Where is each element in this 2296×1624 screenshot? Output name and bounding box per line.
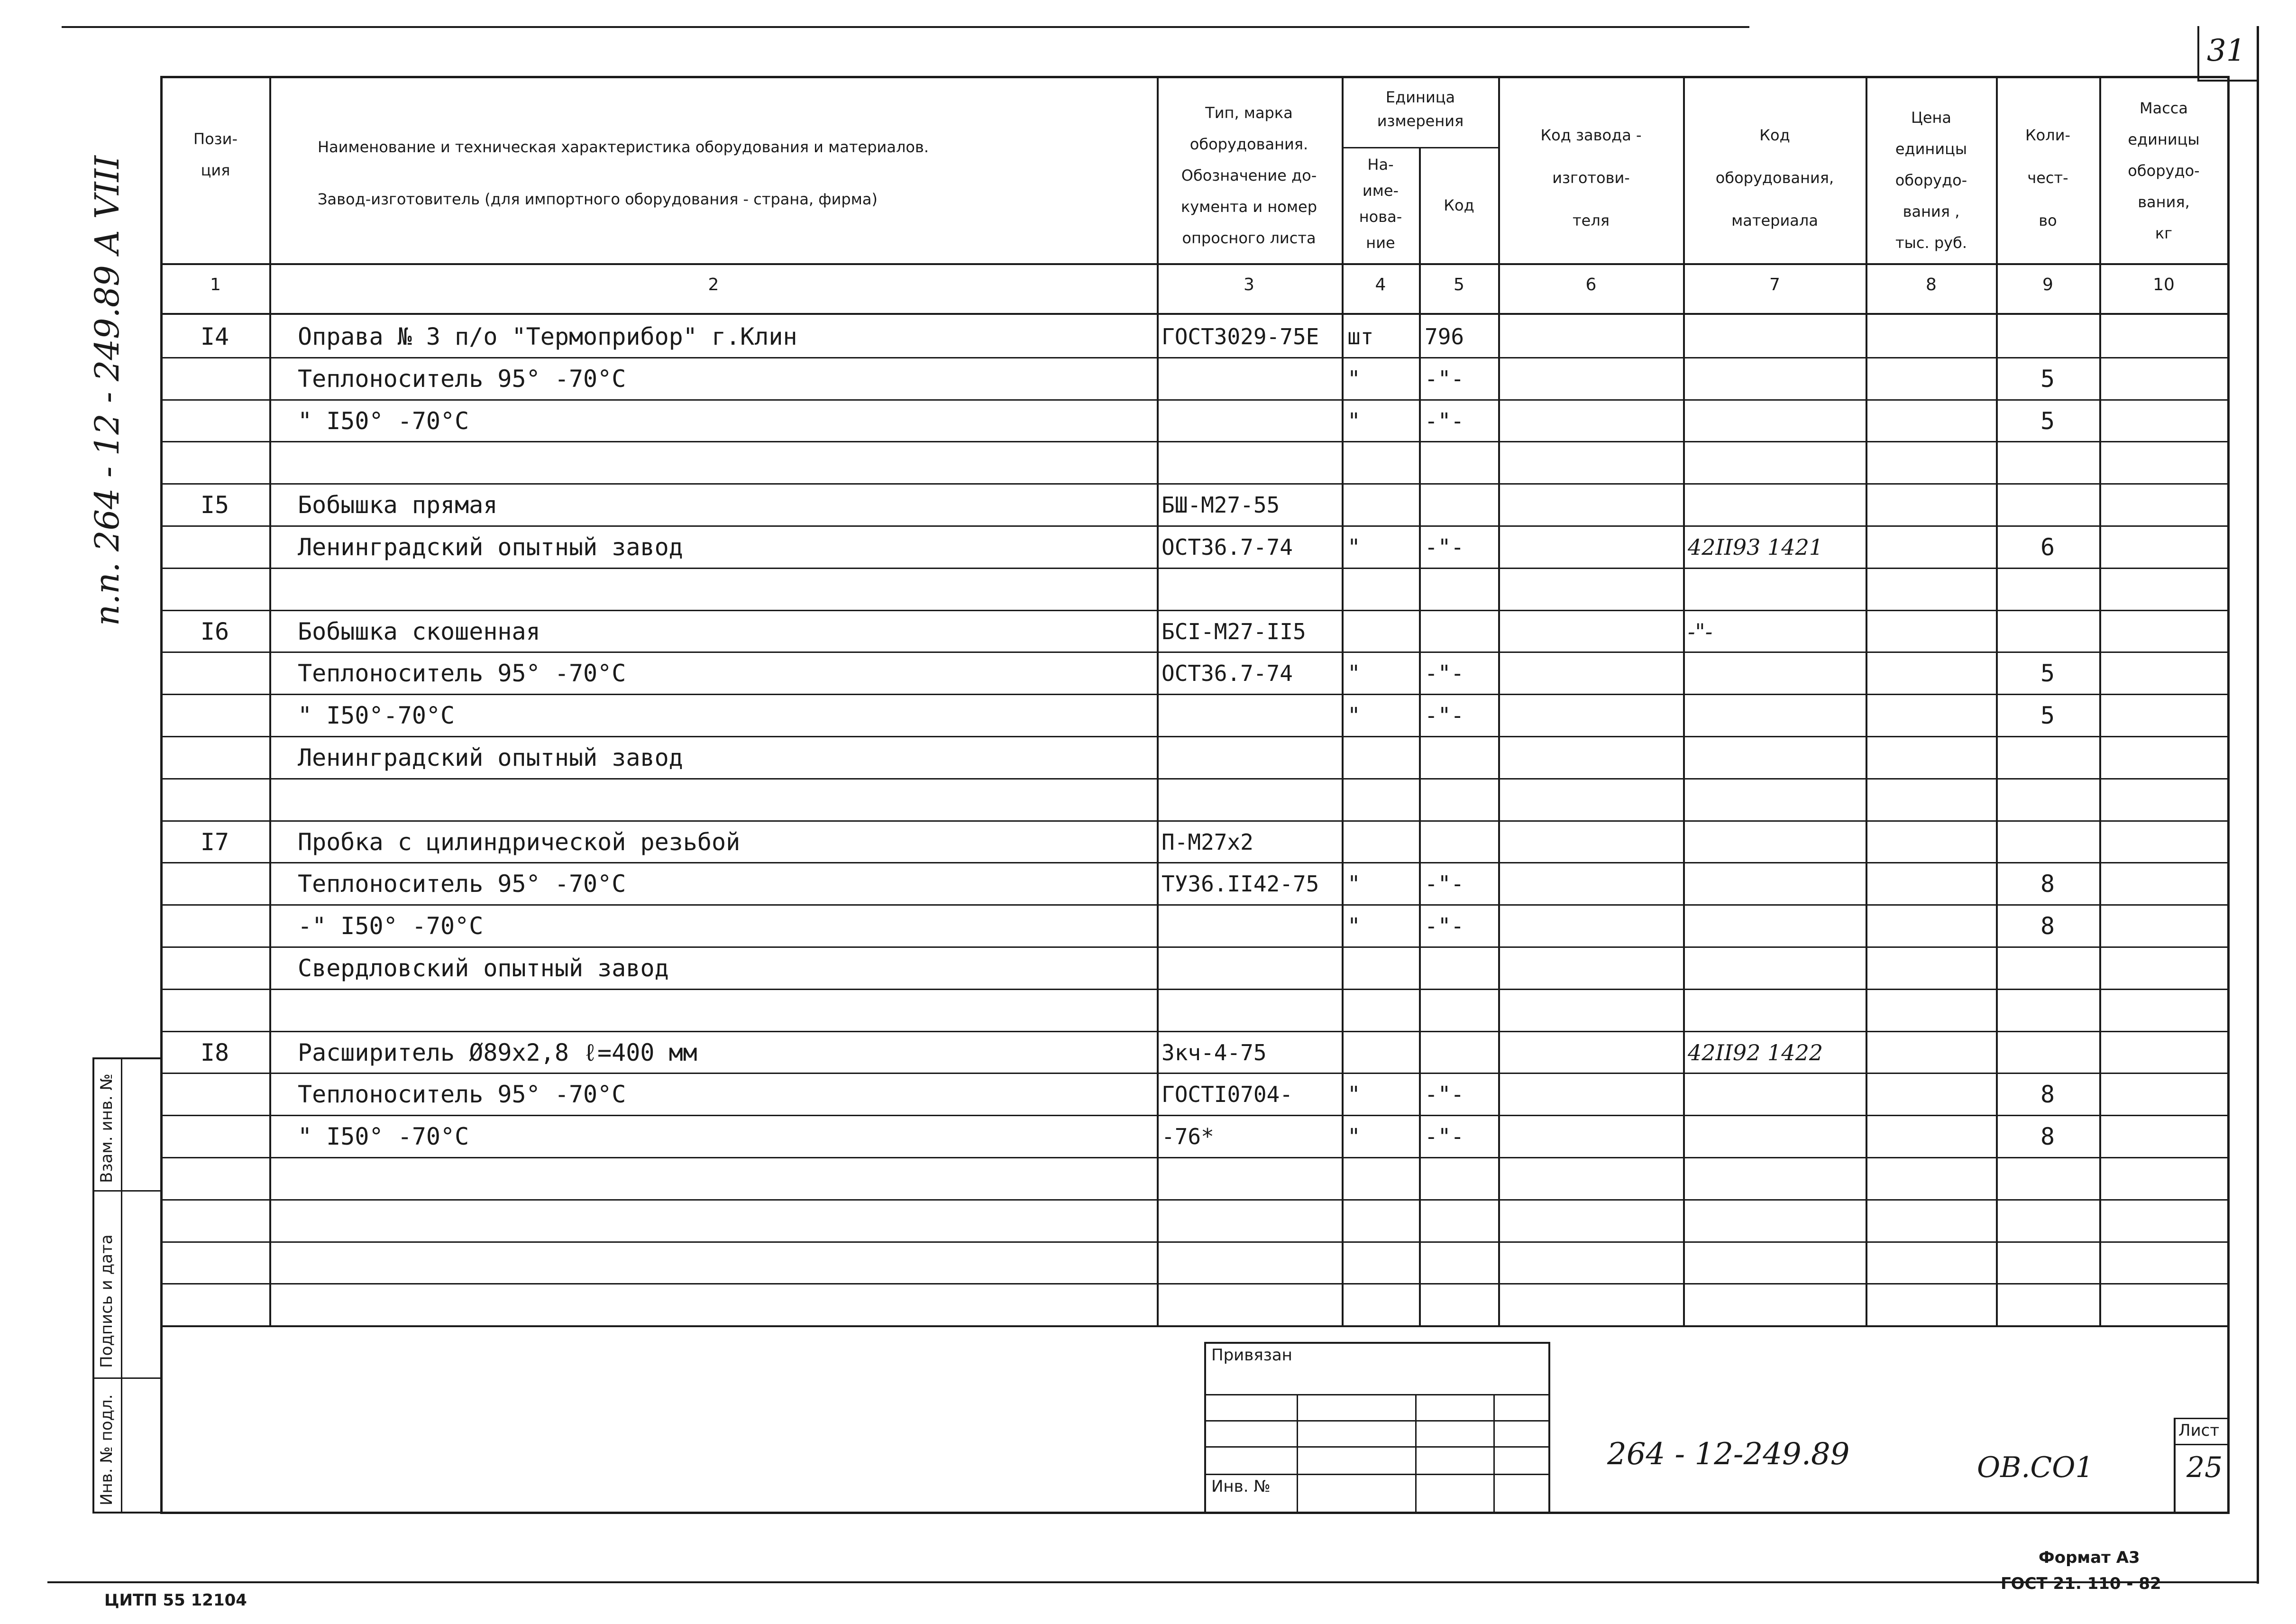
row-rule bbox=[160, 1283, 2230, 1285]
cell-name: Теплоноситель 95° -70°С bbox=[298, 660, 626, 687]
cell-type: ГОСТI0704- bbox=[1162, 1082, 1293, 1107]
cell-code: -"- bbox=[1425, 661, 1464, 686]
stamp-strip-left bbox=[92, 1057, 94, 1513]
column-divider bbox=[269, 76, 271, 1327]
cell-code: -"- bbox=[1425, 703, 1464, 728]
cell-name: Теплоноситель 95° -70°С bbox=[298, 365, 626, 393]
cell-unit: " bbox=[1347, 408, 1361, 434]
row-rule bbox=[160, 1157, 2230, 1158]
row-rule bbox=[160, 862, 2230, 863]
row-rule bbox=[160, 357, 2230, 358]
title-block-col-2 bbox=[1415, 1394, 1417, 1513]
cell-unit: " bbox=[1347, 661, 1361, 686]
title-block-top bbox=[1204, 1342, 1550, 1344]
row-rule bbox=[160, 1031, 2230, 1032]
side-document-code: п.п. 264 - 12 - 249.89 А VIII bbox=[88, 156, 127, 626]
title-block-right bbox=[1548, 1342, 1550, 1513]
table-body-bottom-rule bbox=[160, 1325, 2230, 1327]
cell-unit: " bbox=[1347, 913, 1361, 939]
col-number-8: 8 bbox=[1926, 275, 1937, 294]
column-divider bbox=[1866, 76, 1867, 1327]
cell-type: ТУ36.II42-75 bbox=[1162, 871, 1319, 897]
cell-name: Расширитель Ø89х2,8 ℓ=400 мм bbox=[298, 1039, 697, 1066]
cell-name: " I50° -70°С bbox=[298, 407, 469, 435]
col-number-7: 7 bbox=[1769, 275, 1780, 294]
cell-type: БШ-М27-55 bbox=[1162, 492, 1280, 518]
list-box-left bbox=[2174, 1418, 2176, 1513]
cell-name: Пробка с цилиндрической резьбой bbox=[298, 828, 741, 856]
cell-name: " I50° -70°С bbox=[298, 1123, 469, 1150]
cell-code: 796 bbox=[1425, 324, 1464, 349]
row-rule bbox=[160, 483, 2230, 485]
row-rule bbox=[160, 820, 2230, 822]
cell-qty: 5 bbox=[2040, 702, 2055, 729]
cell-name: Бобышка скошенная bbox=[298, 618, 540, 645]
row-rule bbox=[160, 610, 2230, 611]
cell-code: -"- bbox=[1425, 408, 1464, 434]
cell-unit: шт bbox=[1347, 324, 1374, 349]
header-position: Пози- ция bbox=[193, 130, 238, 179]
col-number-3: 3 bbox=[1244, 275, 1254, 294]
cell-qty: 8 bbox=[2040, 1081, 2055, 1108]
header-unit: Единица измерения bbox=[1377, 88, 1464, 130]
column-divider bbox=[1498, 76, 1500, 1327]
cell-qty: 5 bbox=[2040, 365, 2055, 393]
cell-type: ГОСТ3029-75Е bbox=[1162, 324, 1319, 349]
privyazan-label: Привязан bbox=[1211, 1346, 1292, 1365]
cell-qty: 8 bbox=[2040, 912, 2055, 940]
title-block-rule-3 bbox=[1204, 1446, 1550, 1448]
header-quantity: Коли- чест- во bbox=[2025, 126, 2071, 229]
list-label: Лист bbox=[2178, 1421, 2220, 1440]
table-border-top bbox=[160, 76, 2227, 78]
stamp-strip-bottom bbox=[92, 1512, 161, 1514]
cell-code: -"- bbox=[1425, 913, 1464, 939]
header-unit-name: На- име- нова- ние bbox=[1359, 156, 1402, 252]
stamp-sep-1 bbox=[92, 1190, 161, 1192]
cell-equip: -"- bbox=[1688, 619, 1713, 644]
inv-no-label: Инв. № bbox=[1211, 1477, 1271, 1496]
title-block-rule-4 bbox=[1204, 1474, 1550, 1475]
row-rule bbox=[160, 1073, 2230, 1074]
cell-name: -" I50° -70°С bbox=[298, 912, 484, 940]
col-number-10: 10 bbox=[2153, 275, 2175, 294]
sheet-corner-number: 31 bbox=[2207, 33, 2246, 68]
row-rule bbox=[160, 736, 2230, 737]
cell-unit: " bbox=[1347, 1082, 1361, 1107]
header-mass: Масса единицы оборудо- вания, кг bbox=[2128, 99, 2200, 242]
row-rule bbox=[160, 946, 2230, 948]
cell-name: Теплоноситель 95° -70°С bbox=[298, 870, 626, 898]
header-price: Цена единицы оборудо- вания , тыс. руб. bbox=[1895, 109, 1967, 252]
stamp-sep-2 bbox=[92, 1377, 161, 1379]
format-label: Формат А3 bbox=[2039, 1548, 2140, 1567]
header-equipment-code: Код оборудования, материала bbox=[1715, 126, 1834, 229]
list-box-rule bbox=[2174, 1444, 2230, 1445]
list-box-top bbox=[2174, 1418, 2230, 1419]
cell-name: Бобышка прямая bbox=[298, 491, 498, 519]
cell-unit: " bbox=[1347, 871, 1361, 897]
cell-name: Теплоноситель 95° -70°С bbox=[298, 1081, 626, 1108]
col-number-4: 4 bbox=[1375, 275, 1386, 294]
row-rule bbox=[160, 651, 2230, 653]
header-unit-code: Код bbox=[1444, 196, 1474, 214]
row-rule bbox=[160, 441, 2230, 442]
cell-qty: 8 bbox=[2040, 1123, 2055, 1150]
header-name: Наименование и техническая характеристика оборудования и материалов. Завод-изготовитель (для импортного оборудования - страна, фирма) bbox=[318, 138, 929, 208]
cell-pos: I4 bbox=[200, 323, 229, 350]
column-divider bbox=[1157, 76, 1159, 1327]
cell-type: БСI-М27-II5 bbox=[1162, 619, 1306, 644]
stamp-inv-podl-label: Инв. № подл. bbox=[97, 1394, 116, 1505]
stamp-strip-top bbox=[92, 1057, 161, 1059]
title-block-col-3 bbox=[1493, 1394, 1495, 1513]
cell-unit: " bbox=[1347, 366, 1361, 392]
cell-unit: " bbox=[1347, 1124, 1361, 1149]
cell-unit: " bbox=[1347, 534, 1361, 560]
cell-pos: I5 bbox=[200, 491, 229, 519]
col-number-2: 2 bbox=[708, 275, 719, 294]
cell-code: -"- bbox=[1425, 1082, 1464, 1107]
row-rule bbox=[160, 989, 2230, 990]
row-rule bbox=[160, 778, 2230, 780]
corner-box-left bbox=[2197, 26, 2199, 81]
title-block-rule-1 bbox=[1204, 1394, 1550, 1395]
document-suffix: ОВ.СО1 bbox=[1977, 1451, 2094, 1484]
header-type: Тип, марка оборудования. Обозначение до- кумента и номер опросного листа bbox=[1180, 104, 1317, 247]
title-block-rule-2 bbox=[1204, 1420, 1550, 1422]
bottom-rule bbox=[47, 1581, 2259, 1583]
document-code: 264 - 12-249.89 bbox=[1607, 1437, 1850, 1472]
row-rule bbox=[160, 1199, 2230, 1201]
cell-name: " I50°-70°С bbox=[298, 702, 455, 729]
col-number-9: 9 bbox=[2042, 275, 2053, 294]
row-rule bbox=[160, 525, 2230, 527]
title-block-col-1 bbox=[1297, 1394, 1298, 1513]
cell-qty: 8 bbox=[2040, 870, 2055, 898]
cell-qty: 6 bbox=[2040, 533, 2055, 561]
column-divider bbox=[1342, 76, 1344, 1327]
header-factory-code: Код завода - изготови- теля bbox=[1540, 126, 1642, 229]
cell-pos: I8 bbox=[200, 1039, 229, 1066]
cell-type: ОСТ36.7-74 bbox=[1162, 534, 1293, 560]
table-border-right bbox=[2227, 76, 2230, 1513]
stamp-vzam-label: Взам. инв. № bbox=[97, 1073, 116, 1183]
cell-pos: I6 bbox=[200, 618, 229, 645]
top-rule bbox=[62, 26, 1749, 28]
cell-name: Свердловский опытный завод bbox=[298, 954, 669, 982]
stamp-strip-mid bbox=[121, 1057, 122, 1513]
row-rule bbox=[160, 1115, 2230, 1116]
header-bottom-rule bbox=[160, 263, 2230, 265]
table-border-bottom bbox=[160, 1512, 2230, 1514]
cell-unit: " bbox=[1347, 703, 1361, 728]
cell-name: Оправа № 3 п/о "Термоприбор" г.Клин bbox=[298, 323, 797, 350]
gost-label: ГОСТ 21. 110 - 82 bbox=[2001, 1574, 2161, 1593]
cell-code: -"- bbox=[1425, 1124, 1464, 1149]
column-divider bbox=[1683, 76, 1685, 1327]
cell-type: Зкч-4-75 bbox=[1162, 1040, 1267, 1065]
cell-type: -76* bbox=[1162, 1124, 1214, 1149]
cell-code: -"- bbox=[1425, 366, 1464, 392]
column-divider bbox=[2099, 76, 2101, 1327]
col-number-6: 6 bbox=[1585, 275, 1597, 294]
cell-code: -"- bbox=[1425, 871, 1464, 897]
cell-pos: I7 bbox=[200, 828, 229, 856]
cell-equip: 42II93 1421 bbox=[1688, 534, 1823, 560]
cell-qty: 5 bbox=[2040, 407, 2055, 435]
cell-code: -"- bbox=[1425, 534, 1464, 560]
row-rule bbox=[160, 399, 2230, 401]
cell-type: ОСТ36.7-74 bbox=[1162, 661, 1293, 686]
cell-type: П-М27х2 bbox=[1162, 829, 1253, 855]
colnum-bottom-rule bbox=[160, 313, 2230, 315]
row-rule bbox=[160, 694, 2230, 695]
col-number-5: 5 bbox=[1454, 275, 1464, 294]
title-block-left bbox=[1204, 1342, 1206, 1513]
citp-label: ЦИТП 55 12104 bbox=[104, 1591, 247, 1610]
cell-qty: 5 bbox=[2040, 660, 2055, 687]
right-border bbox=[2257, 26, 2259, 1584]
row-rule bbox=[160, 904, 2230, 906]
cell-equip: 42II92 1422 bbox=[1688, 1040, 1823, 1065]
stamp-podpis-label: Подпись и дата bbox=[97, 1234, 116, 1368]
cell-name: Ленинградский опытный завод bbox=[298, 744, 683, 771]
column-divider bbox=[1419, 148, 1421, 1327]
col-number-1: 1 bbox=[210, 275, 221, 294]
list-number: 25 bbox=[2186, 1451, 2223, 1484]
row-rule bbox=[160, 568, 2230, 569]
row-rule bbox=[160, 1241, 2230, 1243]
cell-name: Ленинградский опытный завод bbox=[298, 533, 683, 561]
